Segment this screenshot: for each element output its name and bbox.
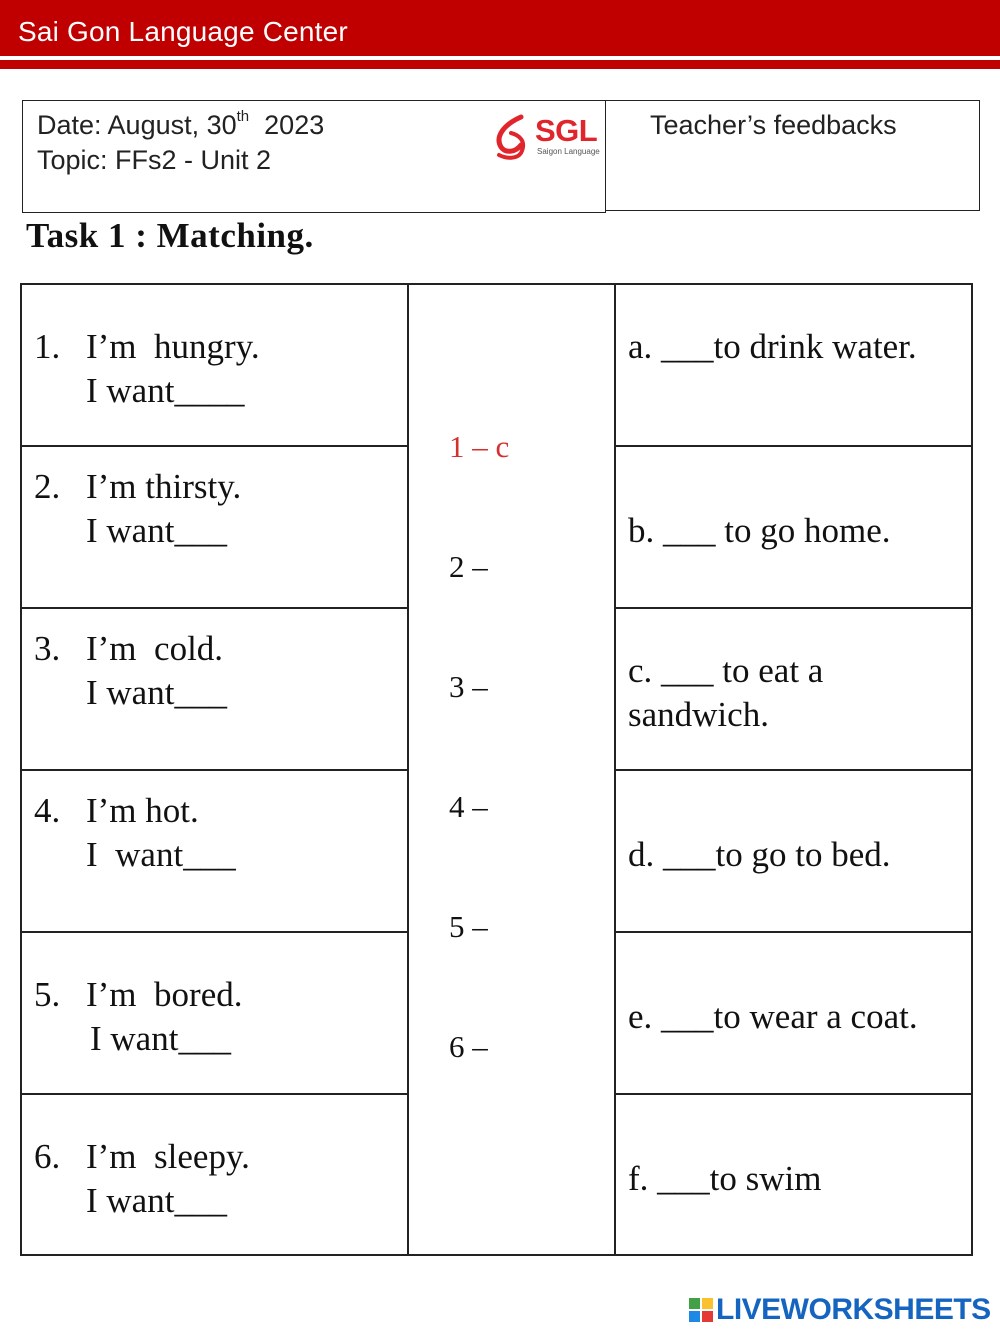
- question-prompt: I want___: [90, 1019, 231, 1058]
- question-prompt: I want___: [86, 673, 227, 712]
- liveworksheets-text: LIVEWORKSHEETS: [716, 1293, 991, 1326]
- logo-subtext: Saigon Language: [537, 147, 600, 156]
- option-cell: [614, 1095, 973, 1254]
- option-cell: [614, 285, 973, 447]
- question-cell: [22, 1095, 409, 1254]
- option-text: e. ___to wear a coat.: [628, 997, 918, 1036]
- question-prompt: I want___: [86, 1181, 227, 1220]
- option-cell: [614, 771, 973, 933]
- question-cell: [22, 447, 409, 609]
- sgl-swoosh-icon: [491, 113, 535, 161]
- liveworksheets-icon: [688, 1297, 714, 1323]
- question-line: I’m cold.: [86, 629, 224, 668]
- question-prompt: I want___: [86, 835, 236, 874]
- question-number: 6.: [34, 1137, 61, 1176]
- matching-table: [20, 283, 973, 1256]
- header-divider: [0, 60, 1000, 69]
- sgl-logo: [491, 113, 603, 161]
- topic-line: Topic: FFs2 - Unit 2: [37, 145, 272, 175]
- answer-slot[interactable]: 4 –: [449, 789, 488, 824]
- question-number: 1.: [34, 327, 61, 366]
- option-cell: [614, 933, 973, 1095]
- option-text: a. ___to drink water.: [628, 327, 917, 366]
- question-line: I’m bored.: [86, 975, 243, 1014]
- question-cell: [22, 285, 409, 447]
- option-text: f. ___to swim: [628, 1159, 822, 1198]
- date-line: [37, 110, 324, 141]
- feedback-box: [606, 100, 980, 211]
- task-title: Task 1 : Matching.: [26, 216, 314, 255]
- option-text: b. ___ to go home.: [628, 511, 891, 550]
- info-box: [22, 100, 606, 213]
- logo-text: SGL: [535, 113, 598, 148]
- option-cell: [614, 609, 973, 771]
- answer-slot[interactable]: 6 –: [449, 1029, 488, 1064]
- answer-slot[interactable]: 3 –: [449, 669, 488, 704]
- option-text: c. ___ to eat a: [628, 651, 824, 690]
- question-number: 5.: [34, 975, 61, 1014]
- question-number: 2.: [34, 467, 61, 506]
- feedback-label: Teacher’s feedbacks: [650, 110, 897, 140]
- answer-slot[interactable]: 1 – c: [449, 429, 510, 464]
- date-text: Date: August, 30: [37, 110, 237, 140]
- question-number: 3.: [34, 629, 61, 668]
- date-superscript: th: [236, 108, 250, 125]
- liveworksheets-logo: [688, 1293, 991, 1326]
- question-cell: [22, 771, 409, 933]
- answer-slot[interactable]: 2 –: [449, 549, 488, 584]
- question-cell: [22, 933, 409, 1095]
- question-line: I’m hungry.: [86, 327, 260, 366]
- header-bar: [0, 0, 1000, 56]
- header-title: Sai Gon Language Center: [18, 16, 348, 47]
- answer-column: [409, 285, 614, 1254]
- question-number: 4.: [34, 791, 61, 830]
- question-line: I’m hot.: [86, 791, 199, 830]
- question-prompt: I want___: [86, 511, 227, 550]
- option-text-continued: sandwich.: [628, 695, 769, 734]
- option-text: d. ___to go to bed.: [628, 835, 891, 874]
- question-line: I’m thirsty.: [86, 467, 242, 506]
- date-year: 2023: [249, 110, 325, 140]
- question-line: I’m sleepy.: [86, 1137, 250, 1176]
- option-cell: [614, 447, 973, 609]
- answer-slot[interactable]: 5 –: [449, 909, 488, 944]
- question-prompt: I want____: [86, 371, 245, 410]
- question-cell: [22, 609, 409, 771]
